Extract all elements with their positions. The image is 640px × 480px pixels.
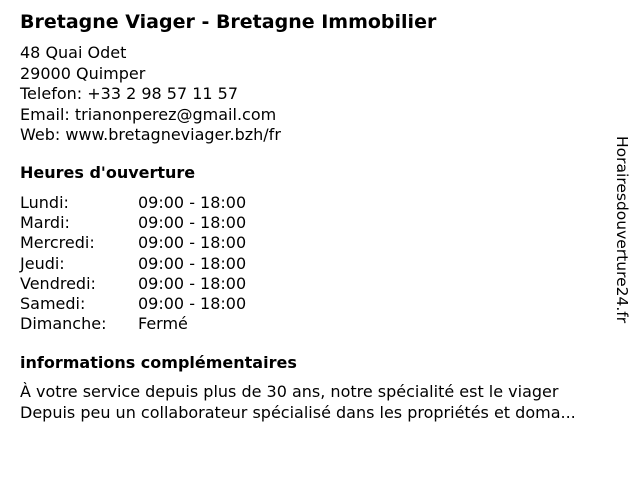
hours-day: Lundi: <box>20 193 69 212</box>
hours-time: 09:00 - 18:00 <box>138 213 247 233</box>
hours-day: Mardi: <box>20 213 70 233</box>
hours-day: Vendredi: <box>20 273 96 293</box>
hours-row-jeudi <box>20 254 246 274</box>
phone-number: Telefon: +33 2 98 57 11 57 <box>20 84 239 103</box>
hours-row-samedi <box>20 294 246 314</box>
hours-time: 09:00 - 18:00 <box>138 233 247 253</box>
additional-info-text <box>20 381 576 423</box>
opening-hours-heading: Heures d'ouverture <box>20 163 196 182</box>
hours-time: 09:00 - 18:00 <box>138 253 247 273</box>
hours-day: Mercredi: <box>20 233 95 253</box>
hours-row-lundi <box>20 193 246 213</box>
business-name: Bretagne Viager - Bretagne Immobilier <box>20 11 437 33</box>
address-street: 48 Quai Odet <box>20 43 127 62</box>
hours-row-dimanche <box>20 314 246 334</box>
info-line: Depuis peu un collaborateur spécialisé dans les propriétés et doma... <box>20 403 576 422</box>
hours-time: 09:00 - 18:00 <box>138 294 247 314</box>
hours-row-vendredi <box>20 274 246 294</box>
info-line: À votre service depuis plus de 30 ans, notre spécialité est le viager <box>20 382 559 401</box>
additional-info-heading: informations complémentaires <box>20 353 297 372</box>
contact-details <box>20 43 281 146</box>
opening-hours-list <box>20 193 246 334</box>
address-city: 29000 Quimper <box>20 63 146 83</box>
hours-time: Fermé <box>138 314 188 334</box>
hours-row-mardi <box>20 213 246 233</box>
hours-day: Jeudi: <box>20 253 65 273</box>
hours-time: 09:00 - 18:00 <box>138 193 247 212</box>
hours-day: Samedi: <box>20 294 86 314</box>
hours-row-mercredi <box>20 233 246 253</box>
hours-day: Dimanche: <box>20 314 107 334</box>
website-address: Web: www.bretagneviager.bzh/fr <box>20 125 281 144</box>
email-address: Email: trianonperez@gmail.com <box>20 104 277 124</box>
site-watermark: Horairesdouverture24.fr <box>613 136 631 324</box>
hours-time: 09:00 - 18:00 <box>138 273 247 293</box>
